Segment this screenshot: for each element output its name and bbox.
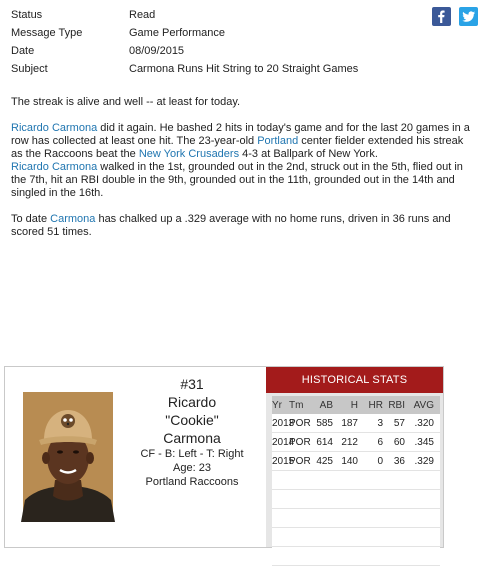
- stat-team: POR: [289, 455, 311, 467]
- column-header: Yr: [272, 399, 282, 411]
- player-link[interactable]: Ricardo Carmona: [11, 161, 98, 173]
- stat-avg: .345: [414, 436, 434, 448]
- player-link[interactable]: Carmona: [50, 213, 96, 225]
- subject-label: Subject: [11, 63, 48, 75]
- table-row: [272, 414, 440, 433]
- status-value: Read: [129, 9, 156, 21]
- player-card: [4, 366, 444, 548]
- stat-hr: 0: [377, 455, 383, 467]
- stat-rbi: 57: [393, 417, 405, 429]
- stat-hr: 3: [377, 417, 383, 429]
- article-paragraph-totals: [11, 213, 476, 239]
- team-link[interactable]: Portland: [257, 135, 299, 147]
- article-text: has chalked up a .329 average with no home runs, driven in 36 runs and scored 51 times.: [11, 213, 451, 238]
- date-value: 08/09/2015: [129, 45, 185, 57]
- article-text: center fielder extended his streak as the Raccoons beat the: [11, 135, 464, 160]
- stat-h: 187: [341, 417, 358, 429]
- article-text: 4-3 at Ballpark of New York.: [239, 148, 378, 160]
- stats-table: [272, 396, 440, 566]
- stat-team: POR: [289, 436, 311, 448]
- column-header: H: [350, 399, 358, 411]
- player-number: #31: [180, 376, 204, 392]
- stat-ab: 614: [316, 436, 333, 448]
- historical-stats-title: HISTORICAL STATS: [266, 367, 443, 393]
- subject-value: Carmona Runs Hit String to 20 Straight Games: [129, 63, 359, 75]
- share-icons: [432, 7, 478, 26]
- stat-h: 212: [341, 436, 358, 448]
- table-row: [272, 433, 440, 452]
- stats-header-row: [272, 396, 440, 414]
- column-header: AVG: [413, 399, 434, 411]
- message-type-label: Message Type: [11, 27, 83, 39]
- empty-table-row: [272, 547, 440, 566]
- article-text: walked in the 1st, grounded out in the 2nd, struck out in the 5th, flied out in the 7th, hit an RBI double in the 9th, grounded out in the 11th, grounded out in the 14th and singled in the 16th.: [11, 161, 463, 199]
- opponent-link[interactable]: New York Crusaders: [138, 148, 240, 160]
- stat-avg: .320: [414, 417, 434, 429]
- message-type-value: Game Performance: [129, 27, 225, 39]
- empty-table-row: [272, 471, 440, 490]
- stat-rbi: 36: [393, 455, 405, 467]
- table-row: [272, 452, 440, 471]
- empty-table-row: [272, 509, 440, 528]
- stat-year: 2014: [272, 436, 295, 448]
- stat-avg: .329: [414, 455, 434, 467]
- stat-rbi: 60: [393, 436, 405, 448]
- article-body: [11, 96, 476, 252]
- column-header: HR: [368, 399, 383, 411]
- facebook-icon[interactable]: [432, 7, 451, 26]
- column-header: RBI: [388, 399, 405, 411]
- article-text: To date: [11, 213, 51, 225]
- player-age: Age: 23: [173, 462, 211, 474]
- twitter-icon[interactable]: [459, 7, 478, 26]
- status-label: Status: [11, 9, 43, 21]
- message-type-row: [11, 24, 358, 42]
- player-team: Portland Raccoons: [145, 476, 239, 488]
- stat-team: POR: [289, 417, 311, 429]
- historical-stats-panel: [266, 367, 443, 547]
- column-header: AB: [319, 399, 333, 411]
- empty-table-row: [272, 490, 440, 509]
- stat-ab: 425: [316, 455, 333, 467]
- player-link[interactable]: Ricardo Carmona: [11, 122, 98, 134]
- date-label: Date: [11, 45, 35, 57]
- player-photo: [23, 392, 113, 522]
- player-last-name: Carmona: [163, 430, 221, 446]
- message-details: [11, 6, 358, 78]
- stat-year: 2013: [272, 417, 295, 429]
- player-nickname: "Cookie": [165, 412, 219, 428]
- empty-table-row: [272, 528, 440, 547]
- subject-row: [11, 60, 358, 78]
- article-text: did it again. He bashed 2 hits in today's game and for the last 20 games in a row has collected at least one hit. The 23-year-old: [11, 122, 470, 147]
- date-row: [11, 42, 358, 60]
- stat-ab: 585: [316, 417, 333, 429]
- stat-h: 140: [341, 455, 358, 467]
- player-info: [115, 375, 269, 489]
- stat-year: 2015: [272, 455, 295, 467]
- article-intro: The streak is alive and well -- at least for today.: [11, 96, 241, 108]
- player-first-name: Ricardo: [167, 394, 217, 410]
- article-paragraph-game: [11, 122, 476, 200]
- stat-hr: 6: [377, 436, 383, 448]
- player-position: CF - B: Left - T: Right: [140, 448, 244, 460]
- column-header: Tm: [289, 399, 304, 411]
- status-row: [11, 6, 358, 24]
